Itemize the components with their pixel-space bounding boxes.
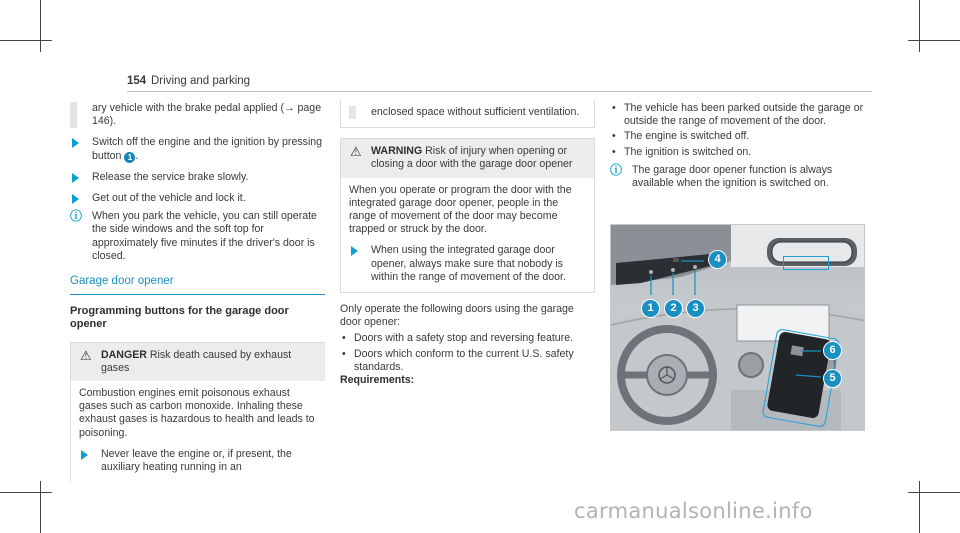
list-item: • Doors which conform to the current U.S. safety standards. [340, 348, 595, 374]
column-1 [70, 100, 325, 482]
step-text: Switch off the engine and the ignition by pressing button [92, 136, 323, 162]
step-release-brake [70, 171, 325, 184]
step-switch-off [70, 136, 325, 162]
crop-mark [919, 481, 920, 533]
callout-5: 5 [823, 369, 842, 388]
crop-mark [919, 0, 920, 52]
callout-2: 2 [664, 299, 683, 318]
column-3 [610, 100, 865, 190]
warning-text: When you operate or program the door with the integrated garage door opener, people in the range of movement of the door may become trapped or struck by the door. [349, 183, 572, 236]
step-text: Release the service brake slowly. [92, 170, 249, 183]
step-arrow-icon [72, 173, 79, 183]
danger-label: DANGER [101, 348, 147, 361]
warning-header [341, 139, 594, 177]
header-divider [127, 91, 872, 92]
crop-mark [40, 481, 41, 533]
info-note [610, 164, 865, 190]
info-note [70, 210, 325, 263]
warning-triangle-icon: ⚠ [80, 347, 92, 363]
step-text: When using the integrated garage door opener, always make sure that nobody is within the range of movement of the door. [371, 244, 566, 283]
info-icon: ⓘ [70, 209, 83, 224]
step-arrow-icon [351, 246, 358, 256]
callout-4: 4 [708, 250, 727, 269]
note-text: The garage door opener function is always available when the ignition is switched on. [632, 163, 833, 190]
crop-mark [40, 0, 41, 52]
subsection-heading: Programming buttons for the garage door opener [70, 305, 289, 331]
step-text-end: . [135, 149, 139, 162]
info-icon: ⓘ [610, 162, 623, 177]
step-arrow-icon [81, 450, 88, 460]
callout-3: 3 [686, 299, 705, 318]
step-text: Never leave the engine or, if present, the auxiliary heating running in an [101, 447, 292, 474]
continued-step [349, 106, 586, 119]
requirements-list [610, 102, 865, 159]
callout-1: 1 [641, 299, 660, 318]
mirror-highlight [783, 256, 829, 270]
list-item: • The ignition is switched on. [610, 146, 865, 159]
danger-body-continued [341, 100, 594, 127]
list-item: • The vehicle has been parked outside the garage or outside the range of movement of the door. [610, 102, 865, 128]
garage-opener-figure [610, 224, 865, 431]
doors-intro: Only operate the following doors using the garage door opener: [340, 303, 574, 329]
step-text: Get out of the vehicle and lock it. [92, 192, 246, 205]
continued-step [70, 102, 325, 128]
doors-list [340, 332, 595, 374]
danger-text: Combustion engines emit poisonous exhaust gases such as carbon monoxide. Inhaling these exhaust gases is hazardous to health and leads to poisoning. [79, 387, 315, 439]
crop-mark [0, 492, 52, 493]
column-2 [340, 100, 595, 387]
step-arrow-icon [72, 194, 79, 204]
danger-header [71, 343, 325, 381]
crop-mark [908, 492, 960, 493]
warning-heading: Risk of injury when opening or closing a door with the garage door opener [371, 145, 573, 171]
danger-body [71, 381, 325, 482]
continued-step-text: enclosed space without sufficient ventilation. [371, 106, 580, 118]
section-title: Driving and parking [151, 75, 251, 87]
step-arrow-icon [72, 138, 79, 148]
warning-label: WARNING [371, 145, 423, 158]
warning-step [349, 244, 586, 284]
crop-mark [908, 40, 960, 41]
warning-body [341, 178, 594, 292]
warning-triangle-icon: ⚠ [350, 144, 362, 160]
crop-mark [0, 40, 52, 41]
button-1-badge: 1 [124, 152, 135, 163]
requirements-label: Requirements: [340, 374, 415, 387]
step-get-out [70, 192, 325, 205]
section-heading: Garage door opener [70, 275, 325, 295]
page-number: 154 [127, 75, 147, 87]
callout-6: 6 [823, 341, 842, 360]
list-item: • Doors with a safety stop and reversing feature. [340, 332, 595, 345]
danger-box [70, 342, 325, 483]
continued-step-text: ary vehicle with the brake pedal applied (→ page 146). [92, 102, 322, 128]
danger-box-continued [340, 100, 595, 128]
list-item: • The engine is switched off. [610, 130, 865, 143]
danger-step [79, 448, 317, 474]
watermark: carmanualsonline.info [574, 499, 813, 523]
danger-heading: Risk death caused by exhaust gases [101, 348, 292, 374]
warning-box [340, 138, 595, 293]
note-text: When you park the vehicle, you can still operate the side windows and the soft top for approximately five minutes if the driver's door is closed. [92, 210, 317, 262]
